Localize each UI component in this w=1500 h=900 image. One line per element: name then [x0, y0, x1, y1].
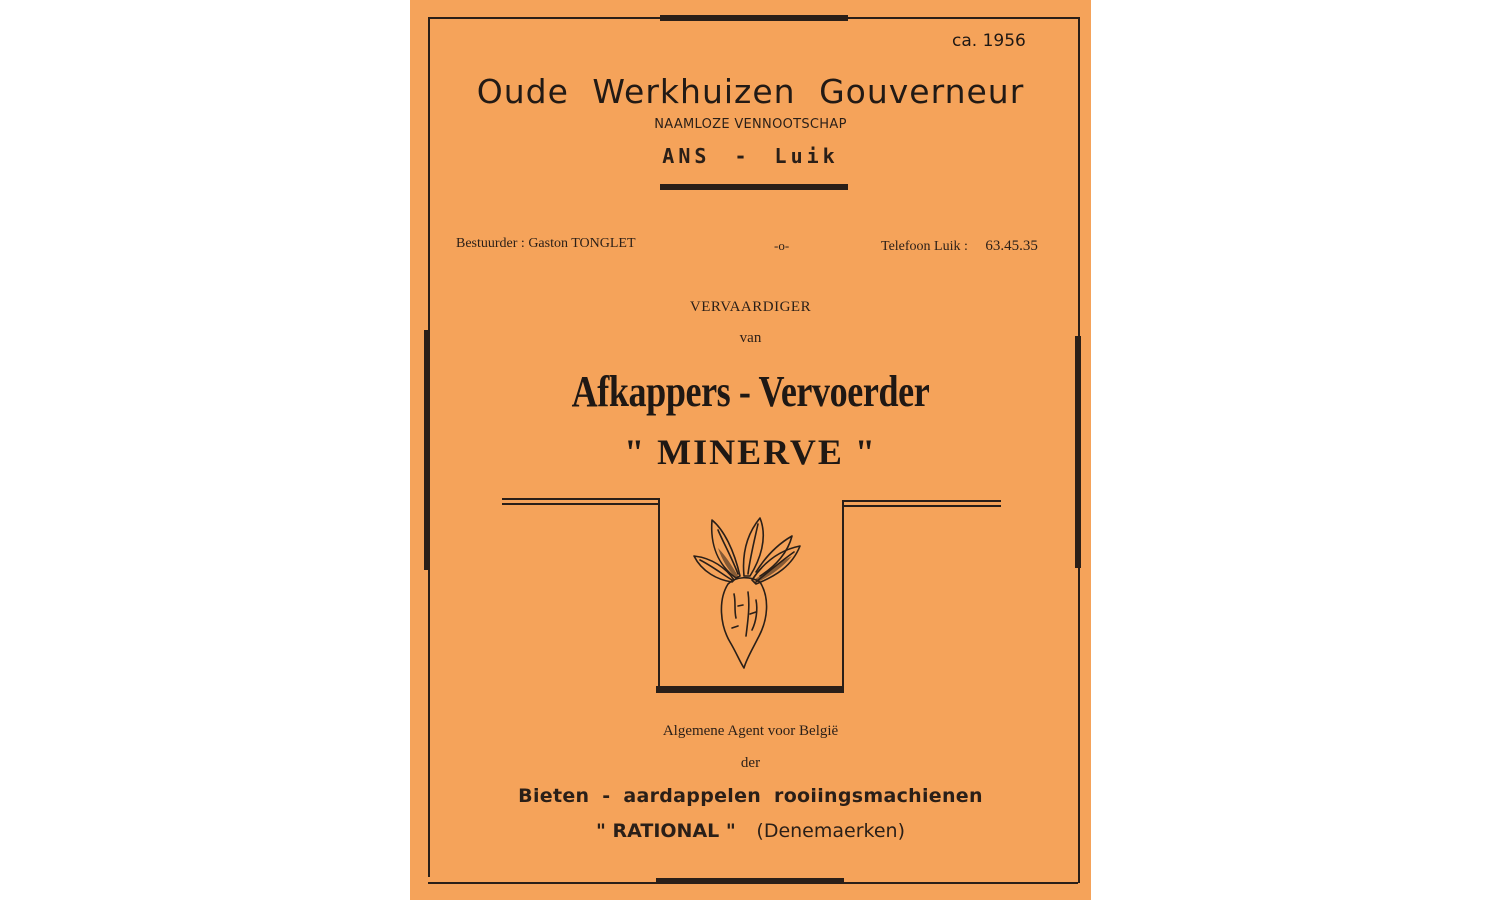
- document-page: [410, 0, 1091, 900]
- director-line: Bestuurder : Gaston TONGLET: [456, 236, 636, 251]
- maker-label: VERVAARDIGER: [689, 299, 812, 315]
- frame-right-double-top: [843, 500, 1001, 502]
- separator-mark: -o-: [774, 238, 790, 253]
- machines-country: (Denemaerken): [756, 820, 905, 842]
- bottom-rule: [656, 878, 844, 884]
- sugar-beet-icon: [688, 510, 806, 670]
- frame-left-double-bottom: [502, 503, 659, 505]
- machines-line: Bieten - aardappelen rooiingsmachienen: [518, 785, 983, 807]
- phone-number: 63.45.35: [985, 238, 1038, 254]
- frame-right-drop: [842, 500, 844, 690]
- date-note: ca. 1956: [952, 31, 1026, 51]
- frame-left-drop: [658, 498, 660, 688]
- phone-line: [881, 238, 1038, 255]
- der-label: der: [740, 755, 761, 771]
- header-divider: [660, 184, 848, 190]
- frame-right-double-bottom: [843, 505, 1001, 507]
- top-frame-line: [428, 17, 1078, 19]
- company-location: ANS - Luik: [662, 144, 839, 168]
- product-line: Afkappers - Vervoerder: [571, 367, 930, 416]
- machines-brand-line: [410, 820, 1091, 842]
- company-type: NAAMLOZE VENNOOTSCHAP: [654, 117, 847, 132]
- illustration-base-rule: [656, 686, 844, 693]
- phone-label: Telefoon Luik :: [881, 239, 968, 254]
- frame-left-double-top: [502, 498, 659, 500]
- machines-brand: " RATIONAL ": [595, 820, 736, 842]
- van-label: van: [739, 330, 762, 346]
- agent-line: Algemene Agent voor België: [662, 723, 839, 739]
- product-brand: " MINERVE ": [624, 432, 877, 472]
- company-name: Oude Werkhuizen Gouverneur: [476, 72, 1025, 111]
